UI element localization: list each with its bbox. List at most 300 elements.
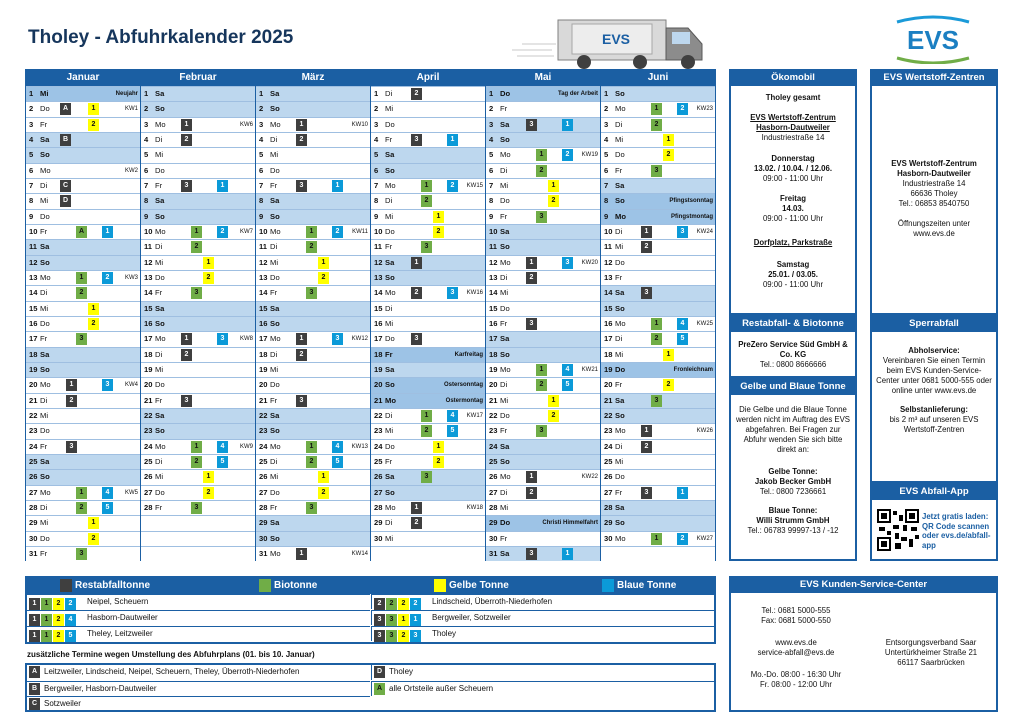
day-row [26, 285, 140, 300]
day-row [256, 531, 370, 546]
weekday: Sa [270, 518, 280, 528]
day-row [601, 515, 715, 530]
weekday: Di [155, 456, 163, 466]
blaue-tonne-company: Willi Strumm GmbH [756, 516, 830, 525]
ksc-fax: Fax: 0681 5000-550 [761, 616, 831, 625]
day-number: 10 [604, 226, 613, 236]
weekday: Di [270, 456, 278, 466]
biotonne-chip: 2 [191, 241, 202, 253]
day-number: 25 [259, 456, 268, 466]
day-number: 30 [259, 533, 268, 543]
weekday: Di [615, 441, 623, 451]
weekday: So [615, 303, 625, 313]
day-number: 21 [374, 395, 383, 405]
month-column [26, 70, 140, 561]
day-number: 5 [259, 150, 264, 160]
day-row [141, 86, 255, 101]
logo-text: EVS [906, 25, 960, 55]
biotonne-chip: A [76, 226, 87, 238]
weekday: Sa [270, 196, 280, 206]
restabfall-chip: 1 [411, 502, 422, 514]
day-row [141, 316, 255, 331]
day-number: 27 [374, 487, 383, 497]
gelbe-tonne-chip: 1 [663, 134, 674, 146]
calendar-week: KW17 [466, 412, 483, 419]
day-row [256, 316, 370, 331]
gelbe-tonne-chip: 2 [318, 487, 329, 499]
weekday: Do [385, 119, 395, 129]
restabfall-chip: 1 [526, 257, 537, 269]
day-row [256, 101, 370, 116]
weekday: So [270, 426, 280, 436]
biotonne-chip: 1 [41, 598, 52, 610]
day-number: 14 [489, 288, 498, 298]
day-number: 20 [374, 380, 383, 390]
legend-row [27, 626, 370, 641]
gelbe-tonne-chip: 2 [88, 533, 99, 545]
calendar-week: KW7 [239, 228, 253, 235]
day-number: 17 [489, 334, 498, 344]
day-row [371, 239, 485, 254]
day-number: 23 [489, 426, 498, 436]
day-number: 3 [29, 119, 34, 129]
holiday-note: Fronleichnam [673, 366, 713, 373]
day-row [371, 224, 485, 239]
weekday: Mi [615, 456, 624, 466]
oekomobil-day-3: Samstag [776, 260, 810, 269]
day-number: 30 [374, 533, 383, 543]
day-row [486, 485, 600, 500]
biotonne-swatch [259, 579, 271, 592]
weekday: So [500, 242, 510, 252]
day-number: 7 [144, 180, 149, 190]
blaue-tonne-chip: 2 [677, 533, 688, 545]
restabfall-chip: 2 [181, 349, 192, 361]
day-number: 19 [29, 364, 38, 374]
day-row [141, 209, 255, 224]
day-number: 27 [259, 487, 268, 497]
blaue-tonne-chip: 4 [102, 487, 113, 499]
gelbe-tonne-chip: 2 [53, 598, 64, 610]
weekday: So [500, 456, 510, 466]
day-row [601, 178, 715, 193]
blaue-tonne-chip: 3 [447, 287, 458, 299]
ksc-web[interactable]: www.evs.de [775, 638, 817, 647]
calendar-week: KW20 [581, 259, 598, 266]
day-number: 14 [374, 288, 383, 298]
biotonne-chip: 3 [421, 471, 432, 483]
weekday: Mi [155, 257, 164, 267]
blaue-tonne-phone: Tel.: 06783 99997-13 / -12 [747, 526, 839, 535]
biotonne-chip: 1 [306, 226, 317, 238]
blaue-tonne-chip: 5 [562, 379, 573, 391]
weekday: Fr [270, 395, 278, 405]
sperrabfall-header: Sperrabfall [872, 317, 996, 332]
day-row [26, 224, 140, 239]
biotonne-chip: 2 [421, 425, 432, 437]
day-number: 25 [489, 456, 498, 466]
biotonne-chip: 3 [536, 425, 547, 437]
day-number: 30 [489, 533, 498, 543]
day-row [371, 178, 485, 193]
app-text[interactable]: Jetzt gratis laden: QR Code scannen oder evs.de/abfall-app [922, 512, 991, 550]
gelbe-tonne-chip: 2 [53, 630, 64, 642]
day-number: 23 [29, 426, 38, 436]
day-number: 31 [489, 548, 498, 558]
gelbe-tonne-chip: 1 [548, 180, 559, 192]
day-number: 29 [259, 518, 268, 528]
day-number: 5 [374, 150, 379, 160]
biotonne-chip: 3 [191, 287, 202, 299]
weekday: Mi [40, 89, 49, 98]
day-number: 30 [29, 533, 38, 543]
weekday: Fr [40, 441, 48, 451]
day-number: 14 [29, 288, 38, 298]
weekday: Sa [155, 89, 165, 98]
restabfall-company: PreZero Service Süd GmbH & Co. KG [738, 340, 848, 359]
day-number: 17 [604, 334, 613, 344]
day-row [256, 163, 370, 178]
gelbe-tonne-chip: 1 [398, 614, 409, 626]
ksc-header: EVS Kunden-Service-Center [731, 578, 996, 593]
ksc-hours-2: Fr. 08:00 - 12:00 Uhr [760, 680, 832, 689]
blaue-tonne-chip: 1 [102, 226, 113, 238]
calendar-week: KW21 [581, 366, 598, 373]
blaue-tonne-chip: 1 [562, 119, 573, 131]
weekday: Fr [155, 288, 163, 298]
sperrabfall-selbst-text: bis 2 m³ auf unseren EVS Wertstoff-Zentren [889, 415, 979, 434]
biotonne-chip: 1 [651, 533, 662, 545]
holiday-note: Karfreitag [454, 351, 483, 358]
day-number: 11 [144, 242, 153, 252]
gelbe-tonne-chip: 2 [398, 598, 409, 610]
holiday-note: Tag der Arbeit [557, 91, 598, 97]
restabfall-chip: 1 [641, 226, 652, 238]
biotonne-chip: 3 [76, 333, 87, 345]
day-row [256, 178, 370, 193]
weekday: Do [500, 303, 510, 313]
weekday: Mo [500, 364, 511, 374]
gelbe-tonne-chip: 1 [548, 395, 559, 407]
restabfall-chip: 1 [29, 630, 40, 642]
day-row [486, 515, 600, 530]
weekday: So [40, 364, 50, 374]
weekday: Mi [615, 349, 624, 359]
qr-code-icon[interactable] [877, 509, 919, 551]
day-row [26, 209, 140, 224]
day-number: 23 [604, 426, 613, 436]
day-row [486, 347, 600, 362]
day-number: 18 [604, 349, 613, 359]
oekomobil-location-2: Dorfplatz, Parkstraße [753, 238, 833, 247]
weekday: Mo [385, 180, 396, 190]
restabfall-chip: 2 [181, 134, 192, 146]
day-row [601, 500, 715, 515]
legend-header [27, 578, 714, 594]
restabfall-chip: 3 [641, 487, 652, 499]
day-number: 5 [29, 150, 34, 160]
blaue-tonne-chip: 2 [102, 272, 113, 284]
day-number: 31 [259, 548, 268, 558]
day-number: 12 [374, 257, 383, 267]
restabfall-phone: Tel.: 0800 8666666 [759, 360, 827, 369]
day-number: 4 [259, 134, 264, 144]
gelbe-tonne-chip: 1 [88, 103, 99, 115]
day-row [601, 239, 715, 254]
day-number: 26 [489, 472, 498, 482]
day-row [601, 147, 715, 162]
biotonne-chip: 1 [306, 441, 317, 453]
weekday: Mo [385, 502, 396, 512]
weekday: Di [385, 196, 393, 206]
day-row [371, 423, 485, 438]
restabfall-header: Restabfall- & Biotonne [731, 317, 855, 332]
month-header: Februar [141, 70, 255, 86]
day-number: 14 [144, 288, 153, 298]
day-row [486, 285, 600, 300]
sperrabfall-abholservice-text: Vereinbaren Sie einen Termin beim EVS Kunden-Service-Center unter 0681 5000-555 oder online unter www.evs.de [876, 356, 992, 395]
gelbe-tonne-chip: 2 [663, 379, 674, 391]
day-row [371, 439, 485, 454]
biotonne-chip: 1 [421, 180, 432, 192]
sonder-termin-chip: B [60, 134, 71, 146]
day-number: 18 [489, 349, 498, 359]
weekday: Mi [270, 364, 279, 374]
biotonne-chip: 1 [76, 272, 87, 284]
weekday: Sa [385, 472, 395, 482]
biotonne-chip: 1 [41, 630, 52, 642]
day-number: 9 [374, 211, 379, 221]
day-number: 27 [144, 487, 153, 497]
day-number: 4 [29, 134, 34, 144]
weekday: Di [40, 288, 48, 298]
day-row [26, 163, 140, 178]
weekday: Do [385, 226, 395, 236]
day-row [26, 86, 140, 101]
biotonne-chip: 2 [651, 119, 662, 131]
weekday: Mo [615, 318, 626, 328]
day-number: 7 [489, 180, 494, 190]
legend-row-text: Bergweiler, Sotzweiler [432, 613, 511, 622]
gelbe-tonne-chip: 1 [433, 211, 444, 223]
blaue-tonne-chip: 1 [677, 487, 688, 499]
day-number: 23 [374, 426, 383, 436]
day-number: 19 [144, 364, 153, 374]
weekday: Mo [615, 533, 626, 543]
day-number: 22 [374, 410, 383, 420]
day-number: 27 [604, 487, 613, 497]
day-row [486, 193, 600, 208]
day-number: 21 [604, 395, 613, 405]
weekday: Mo [500, 150, 511, 160]
day-number: 8 [489, 196, 494, 206]
biotonne-chip: 3 [386, 630, 397, 642]
restabfall-chip: 2 [526, 272, 537, 284]
weekday: Do [500, 196, 510, 206]
weekday: Mo [270, 226, 281, 236]
additional-date-text: alle Ortsteile außer Scheuern [389, 683, 494, 693]
legend-row [371, 610, 714, 625]
sperrabfall-panel [870, 315, 998, 483]
day-number: 24 [374, 441, 383, 451]
day-number: 9 [604, 211, 609, 221]
empty-day-row [141, 515, 255, 530]
weekday: Mi [270, 150, 279, 160]
day-number: 19 [489, 364, 498, 374]
weekday: Mi [40, 303, 49, 313]
day-row [371, 469, 485, 484]
ksc-mail[interactable]: service-abfall@evs.de [757, 648, 835, 657]
sperrabfall-abholservice-title: Abholservice: [908, 346, 960, 355]
restabfall-chip: 2 [411, 517, 422, 529]
day-number: 2 [144, 104, 149, 114]
day-row [486, 163, 600, 178]
day-row [371, 86, 485, 101]
biotonne-chip: 3 [651, 165, 662, 177]
blaue-tonne-chip: 5 [447, 425, 458, 437]
day-row [486, 209, 600, 224]
day-number: 15 [374, 303, 383, 313]
day-row [256, 408, 370, 423]
weekday: Mo [40, 380, 51, 390]
day-row [486, 270, 600, 285]
day-row [486, 132, 600, 147]
wertstoff-hours-link[interactable]: www.evs.de [913, 229, 955, 238]
day-number: 13 [29, 272, 38, 282]
weekday: So [615, 518, 625, 528]
day-number: 16 [374, 318, 383, 328]
blaue-tonne-chip: 5 [217, 456, 228, 468]
weekday: Di [40, 395, 48, 405]
weekday: Fr [155, 180, 163, 190]
day-number: 19 [604, 364, 613, 374]
day-number: 29 [374, 518, 383, 528]
weekday: Do [155, 165, 165, 175]
day-row [141, 147, 255, 162]
day-row [486, 469, 600, 484]
day-row [256, 86, 370, 101]
day-number: 8 [604, 196, 609, 206]
day-number: 18 [144, 349, 153, 359]
biotonne-chip: 1 [191, 226, 202, 238]
weekday: Sa [40, 242, 50, 252]
weekday: Sa [40, 349, 50, 359]
blaue-tonne-chip: 5 [677, 333, 688, 345]
biotonne-chip: 2 [536, 379, 547, 391]
day-row [371, 132, 485, 147]
restabfall-chip: 3 [526, 119, 537, 131]
day-row [141, 301, 255, 316]
day-number: 6 [489, 165, 494, 175]
weekday: Mo [270, 441, 281, 451]
day-number: 1 [604, 89, 609, 98]
gelbe-tonne-chip: 2 [663, 149, 674, 161]
day-number: 24 [489, 441, 498, 451]
day-number: 25 [144, 456, 153, 466]
day-row [26, 270, 140, 285]
biotonne-chip: 1 [76, 487, 87, 499]
day-row [26, 546, 140, 561]
day-row [601, 423, 715, 438]
day-row [601, 270, 715, 285]
restabfall-chip: 2 [66, 395, 77, 407]
holiday-note: Pfingstmontag [671, 213, 713, 220]
day-number: 10 [489, 226, 498, 236]
day-number: 4 [144, 134, 149, 144]
weekday: Mi [500, 502, 509, 512]
day-row [371, 255, 485, 270]
day-row [141, 285, 255, 300]
blaue-tonne-chip: 1 [332, 180, 343, 192]
weekday: Di [155, 349, 163, 359]
day-row [256, 469, 370, 484]
gelbe-tonne-company: Jakob Becker GmbH [754, 477, 832, 486]
day-number: 28 [29, 502, 38, 512]
day-number: 16 [259, 318, 268, 328]
weekday: Fr [500, 533, 508, 543]
day-number: 19 [374, 364, 383, 374]
day-row [486, 86, 600, 101]
day-row [26, 255, 140, 270]
day-number: 2 [604, 104, 609, 114]
day-number: 21 [144, 395, 153, 405]
biotonne-chip: 2 [76, 287, 87, 299]
gelbe-blaue-intro: Die Gelbe und die Blaue Tonne werden nicht im Auftrag des EVS abgefahren. Bei Fragen zur Abfuhr wenden Sie sich bitte direkt an: [736, 405, 850, 454]
restabfall-chip: 2 [296, 134, 307, 146]
weekday: Fr [500, 104, 508, 114]
day-number: 17 [144, 334, 153, 344]
day-number: 15 [604, 303, 613, 313]
weekday: Mi [615, 134, 624, 144]
day-number: 17 [259, 334, 268, 344]
truck-logo-text: EVS [602, 31, 631, 47]
weekday: Di [155, 242, 163, 252]
day-number: 10 [29, 226, 38, 236]
weekday: Sa [615, 502, 625, 512]
biotonne-chip: 3 [191, 502, 202, 514]
gelbe-tonne-chip: 1 [318, 257, 329, 269]
day-row [256, 285, 370, 300]
biotonne-chip: 2 [536, 165, 547, 177]
day-number: 26 [29, 472, 38, 482]
day-row [486, 439, 600, 454]
day-row [141, 439, 255, 454]
sonder-termin-chip: D [60, 195, 71, 207]
weekday: Sa [270, 410, 280, 420]
oekomobil-dates-3: 25.01. / 03.05. [768, 270, 818, 279]
biotonne-chip: 1 [41, 614, 52, 626]
blaue-tonne-chip: 4 [65, 614, 76, 626]
oekomobil-dates-1: 13.02. / 10.04. / 12.06. [753, 164, 833, 173]
day-number: 26 [144, 472, 153, 482]
weekday: Di [615, 334, 623, 344]
weekday: Do [270, 487, 280, 497]
calendar-week: KW14 [351, 550, 368, 557]
month-column [371, 70, 485, 561]
day-row [256, 117, 370, 132]
day-number: 13 [604, 272, 613, 282]
day-row [601, 393, 715, 408]
day-row [256, 347, 370, 362]
day-number: 12 [604, 257, 613, 267]
restabfall-chip: 1 [181, 119, 192, 131]
weekday: Fr [615, 272, 623, 282]
weekday: Sa [385, 150, 395, 160]
blaue-tonne-chip: 4 [677, 318, 688, 330]
day-row [371, 485, 485, 500]
biotonne-chip: 3 [536, 211, 547, 223]
calendar-week: KW9 [239, 443, 253, 450]
